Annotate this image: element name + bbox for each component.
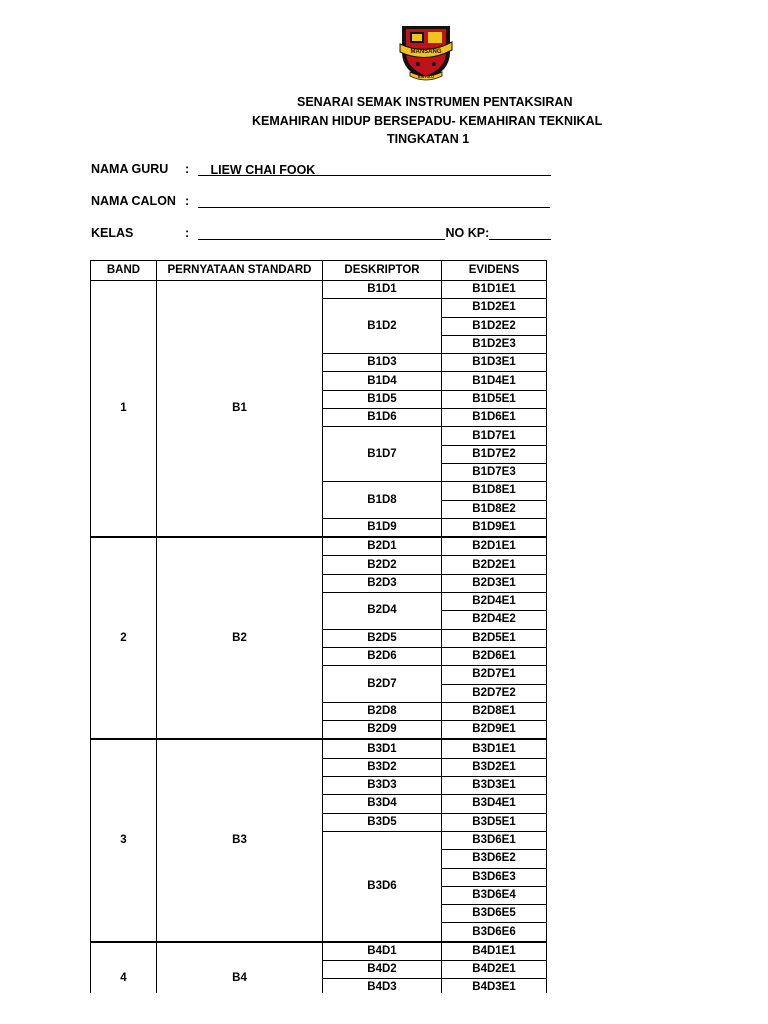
logo-motto: MANSANG xyxy=(410,49,442,55)
evidence-cell: B2D8E1 xyxy=(442,702,547,720)
band-cell: 2 xyxy=(91,537,157,739)
evidence-cell: B3D6E5 xyxy=(442,905,547,923)
descriptor-cell: B2D5 xyxy=(323,629,442,647)
standard-cell: B3 xyxy=(157,739,323,941)
evidence-cell: B1D1E1 xyxy=(442,281,547,299)
page-bottom-margin xyxy=(0,993,768,1024)
descriptor-cell: B1D1 xyxy=(323,281,442,299)
evidence-cell: B2D5E1 xyxy=(442,629,547,647)
descriptor-cell: B2D8 xyxy=(323,702,442,720)
evidence-cell: B2D4E2 xyxy=(442,611,547,629)
descriptor-cell: B2D2 xyxy=(323,556,442,574)
evidence-cell: B1D7E2 xyxy=(442,445,547,463)
descriptor-cell: B2D9 xyxy=(323,721,442,740)
evidence-cell: B3D3E1 xyxy=(442,777,547,795)
descriptor-cell: B1D6 xyxy=(323,409,442,427)
descriptor-cell: B2D7 xyxy=(323,666,442,703)
descriptor-cell: B4D2 xyxy=(323,960,442,978)
evidence-cell: B1D2E2 xyxy=(442,317,547,335)
evidence-cell: B1D7E3 xyxy=(442,463,547,481)
evidence-cell: B3D6E1 xyxy=(442,831,547,849)
table-header-row xyxy=(91,261,547,281)
evidence-cell: B3D4E1 xyxy=(442,795,547,813)
evidence-cell: B3D6E6 xyxy=(442,923,547,942)
descriptor-cell: B3D6 xyxy=(323,831,442,941)
descriptor-cell: B4D1 xyxy=(323,942,442,961)
band-cell: 4 xyxy=(91,942,157,1016)
evidence-cell: B3D6E4 xyxy=(442,886,547,904)
colon: : xyxy=(185,194,190,208)
descriptor-cell: B3D1 xyxy=(323,739,442,758)
descriptor-cell: B1D2 xyxy=(323,299,442,354)
standard-cell: B4 xyxy=(157,942,323,1016)
doc-title-line-3: TINGKATAN 1 xyxy=(387,132,470,146)
evidence-cell: B1D2E1 xyxy=(442,299,547,317)
descriptor-cell: B3D3 xyxy=(323,777,442,795)
descriptor-cell: B3D4 xyxy=(323,795,442,813)
evidence-cell: B2D3E1 xyxy=(442,574,547,592)
header-evidence: EVIDENS xyxy=(442,261,547,281)
descriptor-cell: B1D4 xyxy=(323,372,442,390)
descriptor-cell: B3D2 xyxy=(323,758,442,776)
descriptor-cell: B1D7 xyxy=(323,427,442,482)
evidence-cell: B1D7E1 xyxy=(442,427,547,445)
evidence-cell: B4D3E1 xyxy=(442,979,547,997)
evidence-cell: B1D5E1 xyxy=(442,390,547,408)
descriptor-cell: B4D3 xyxy=(323,979,442,997)
standard-cell: B1 xyxy=(157,281,323,538)
assessment-checklist-table xyxy=(90,260,547,1016)
header-band: BAND xyxy=(91,261,157,281)
teacher-name-label: NAMA GURU xyxy=(91,162,169,176)
table-body xyxy=(91,281,547,1016)
table-row xyxy=(91,739,547,758)
header-descriptor: DESKRIPTOR xyxy=(323,261,442,281)
table-row xyxy=(91,281,547,299)
evidence-cell: B2D4E1 xyxy=(442,593,547,611)
evidence-cell: B1D9E1 xyxy=(442,518,547,537)
evidence-cell: B1D8E2 xyxy=(442,500,547,518)
descriptor-cell: B2D1 xyxy=(323,537,442,556)
descriptor-cell: B2D3 xyxy=(323,574,442,592)
descriptor-cell: B1D5 xyxy=(323,390,442,408)
descriptor-cell: B2D6 xyxy=(323,647,442,665)
evidence-cell: B3D5E1 xyxy=(442,813,547,831)
teacher-name-value[interactable]: LIEW CHAI FOOK xyxy=(210,163,551,176)
evidence-cell: B3D1E1 xyxy=(442,739,547,758)
table-row xyxy=(91,942,547,961)
evidence-cell: B1D8E1 xyxy=(442,482,547,500)
evidence-cell: B2D7E1 xyxy=(442,666,547,684)
evidence-cell: B1D2E3 xyxy=(442,335,547,353)
evidence-cell: B3D6E2 xyxy=(442,850,547,868)
evidence-cell: B2D1E1 xyxy=(442,537,547,556)
candidate-name-label: NAMA CALON xyxy=(91,194,176,208)
evidence-cell: B2D7E2 xyxy=(442,684,547,702)
evidence-cell: B1D3E1 xyxy=(442,354,547,372)
table-row xyxy=(91,537,547,556)
doc-title-line-2: KEMAHIRAN HIDUP BERSEPADU- KEMAHIRAN TEKNIKAL xyxy=(252,114,603,128)
header-standard: PERNYATAAN STANDARD xyxy=(157,261,323,281)
band-cell: 1 xyxy=(91,281,157,538)
colon: : xyxy=(185,162,190,176)
descriptor-cell: B2D4 xyxy=(323,593,442,630)
evidence-cell: B4D2E1 xyxy=(442,960,547,978)
evidence-cell: B1D4E1 xyxy=(442,372,547,390)
ic-number-label: NO KP: xyxy=(445,226,490,240)
evidence-cell: B4D1E1 xyxy=(442,942,547,961)
descriptor-cell: B3D5 xyxy=(323,813,442,831)
evidence-cell: B2D9E1 xyxy=(442,721,547,740)
evidence-cell: B2D2E1 xyxy=(442,556,547,574)
class-label: KELAS xyxy=(91,226,134,240)
evidence-cell: B1D6E1 xyxy=(442,409,547,427)
evidence-cell: B3D6E3 xyxy=(442,868,547,886)
band-cell: 3 xyxy=(91,739,157,941)
logo-subtext: BINTULU xyxy=(418,75,434,79)
descriptor-cell: B1D3 xyxy=(323,354,442,372)
doc-title-line-1: SENARAI SEMAK INSTRUMEN PENTAKSIRAN xyxy=(297,95,573,109)
evidence-cell: B3D2E1 xyxy=(442,758,547,776)
standard-cell: B2 xyxy=(157,537,323,739)
descriptor-cell: B1D8 xyxy=(323,482,442,519)
colon: : xyxy=(185,226,190,240)
evidence-cell: B2D6E1 xyxy=(442,647,547,665)
descriptor-cell: B1D9 xyxy=(323,518,442,537)
